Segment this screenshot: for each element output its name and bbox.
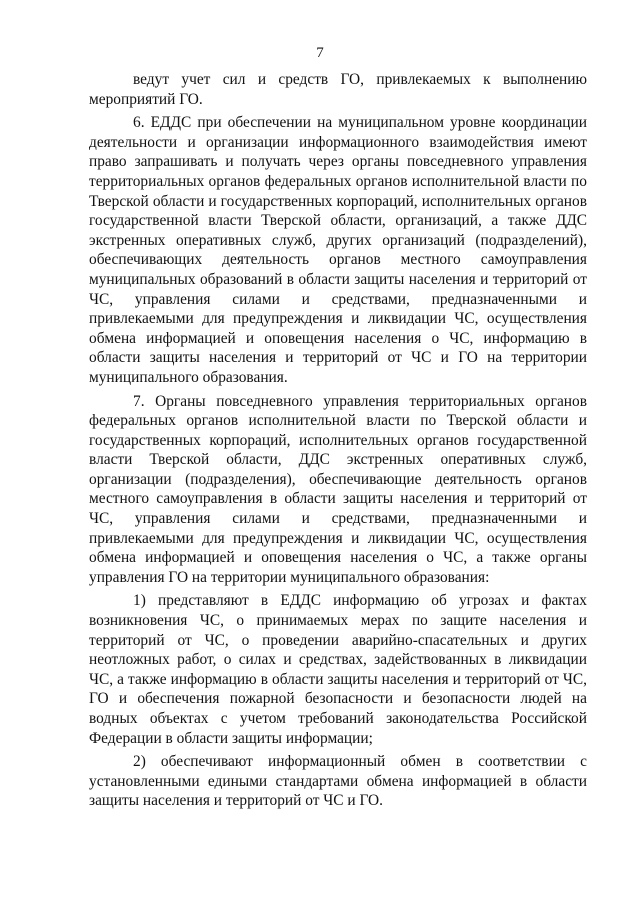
paragraph-continuation: ведут учет сил и средств ГО, привлекаемых к выполнению мероприятий ГО. (89, 71, 587, 108)
page-number: 7 (316, 45, 324, 61)
paragraph-6: 6. ЕДДС при обеспечении на муниципальном уровне координации деятельности и организации информационного взаимодействия имеют право запрашивать и получать через органы повседневного управления территориальных органов федеральных органов исполнительной власти по Тверской области и государственных корпораций, исполнительных органов государственной власти Тверской области, организаций, а также ДДС экстренных оперативных служб, других организаций (подразделений), обеспечивающих деятельность органов местного самоуправления муниципальных образований в области защиты населения и территорий от ЧС, управления силами и средствами, предназначенными и привлекаемыми для предупреждения и ликвидации ЧС, осуществления обмена информацией и оповещения населения о ЧС, информацию в области защиты населения и территорий от ЧС и ГО на территории муниципального образования. (89, 114, 587, 386)
document-body (89, 70, 587, 815)
list-item-2: 2) обеспечивают информационный обмен в соответствии с установленными едиными стандартами обмена информацией в области защиты населения и территорий от ЧС и ГО. (89, 753, 587, 810)
paragraph-7: 7. Органы повседневного управления территориальных органов федеральных органов исполнительной власти по Тверской области и государственных корпораций, исполнительных органов государственной власти Тверской области, ДДС экстренных оперативных служб, организации (подразделения), обеспечивающие деятельность органов местного самоуправления в области защиты населения и территорий от ЧС, управления силами и средствами, предназначенными и привлекаемыми для предупреждения и ликвидации ЧС, осуществления обмена информацией и оповещения населения о ЧС, а также органы управления ГО на территории муниципального образования: (89, 392, 587, 586)
list-item-1: 1) представляют в ЕДДС информацию об угрозах и фактах возникновения ЧС, о принимаемых мерах по защите населения и территорий от ЧС, о проведении аварийно-спасательных и других неотложных работ, о силах и средствах, задействованных в ликвидации ЧС, а также информацию в области защиты населения и территорий от ЧС, ГО и обеспечения пожарной безопасности и безопасности людей на водных объектах с учетом требований законодательства Российской Федерации в области защиты информации; (89, 592, 587, 747)
